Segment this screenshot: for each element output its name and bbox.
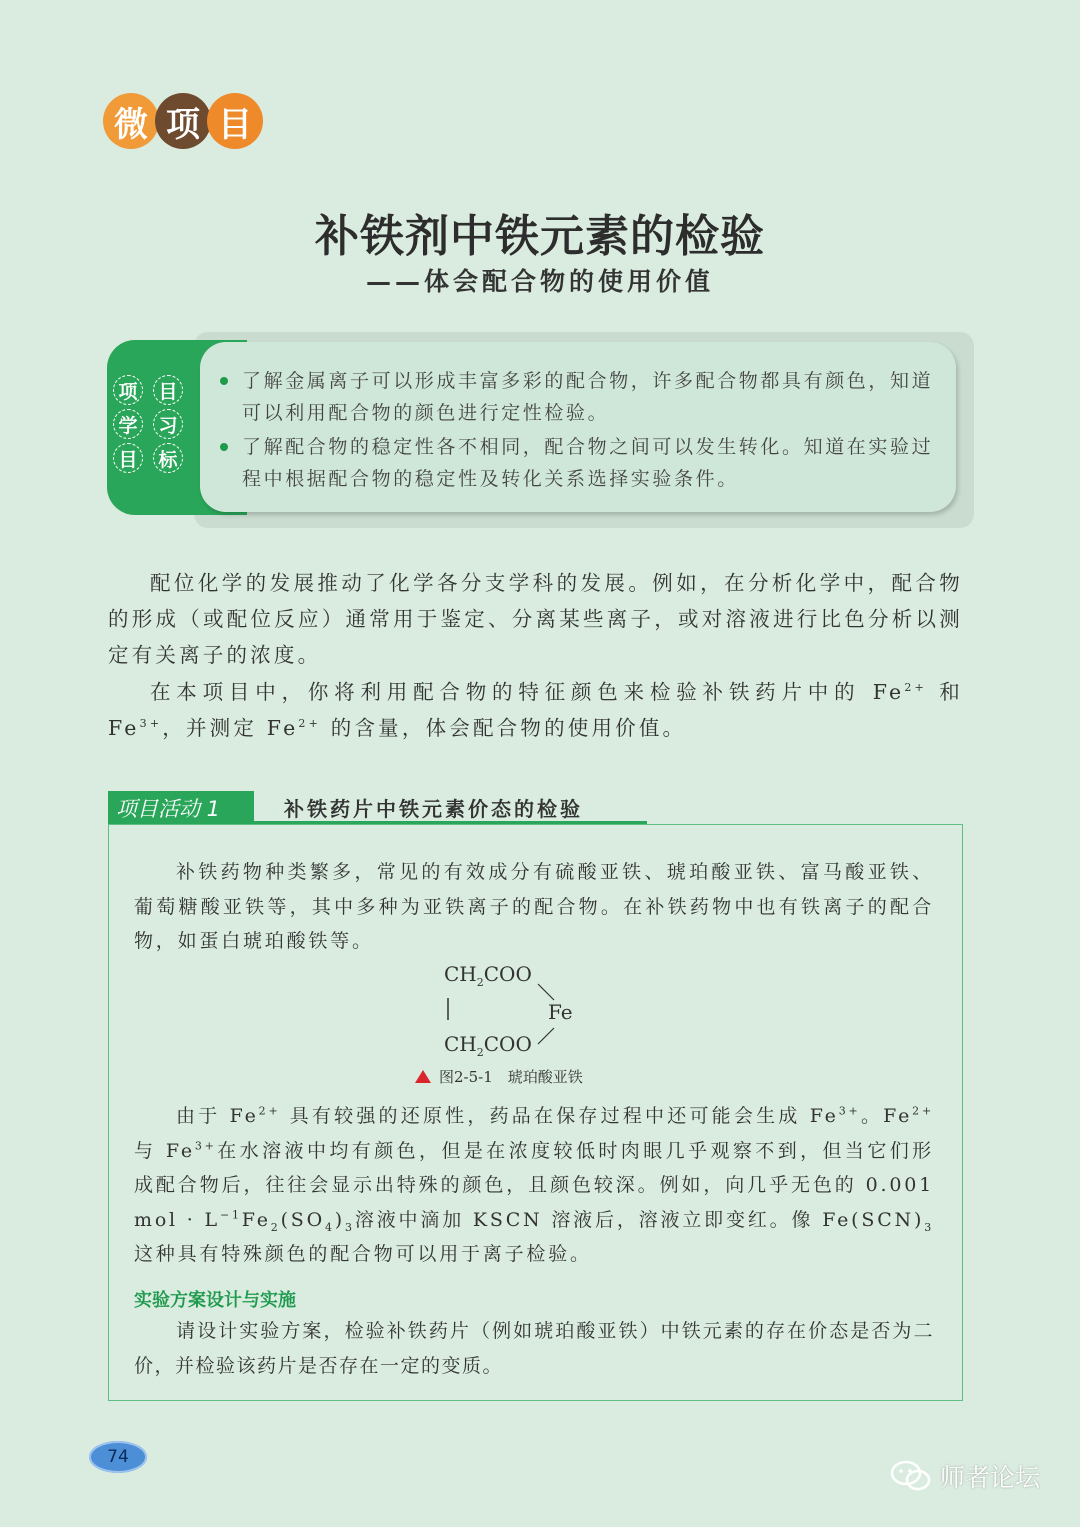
badge-char-1: 微 [103,93,159,149]
goals-label [113,375,193,485]
intro-paragraph-2: 在本项目中，你将利用配合物的特征颜色来检验补铁药片中的 $Fe^{2+}$ 和 $Fe^{3+}$，并测定 $Fe^{2+}$ 的含量，体会配合物的使用价值。 [108,680,963,740]
formula-bonds [440,980,560,1050]
design-heading: 实验方案设计与实施 [134,1290,296,1311]
goal-line: 程中根据配合物的稳定性及转化关系选择实验条件。 [242,468,739,490]
bond-upper [538,984,554,1000]
goals-label-char: 习 [153,409,183,439]
goals-label-char: 目 [153,375,183,405]
goals-label-char: 项 [113,375,143,405]
chat-bubble-icon [890,1459,932,1493]
goal-item-1 [242,365,942,429]
design-text: 请设计实验方案，检验补铁药片（例如琥珀酸亚铁）中铁元素的存在价态是否为二价，并检验该药片是否存在一定的变质。 [134,1320,934,1377]
page-subtitle: ——体会配合物的使用价值 [365,267,714,296]
activity-tab: 项目活动 1 [108,791,254,824]
activity-title: 补铁药片中铁元素价态的检验 [284,797,583,821]
goals-label-char: 目 [113,443,143,473]
goals-label-char: 学 [113,409,143,439]
formula-metal: Fe [548,1000,573,1024]
bullet-icon [220,377,228,385]
goals-label-char: 标 [153,443,183,473]
badge-char-2: 项 [155,93,211,149]
goal-line: 了解金属离子可以形成丰富多彩的配合物，许多配合物都具有颜色，知道 [242,370,934,392]
goal-line: 了解配合物的稳定性各不相同，配合物之间可以发生转化。知道在实验过 [242,436,934,458]
activity-paragraph-2: 由于 $Fe^{2+}$ 具有较强的还原性，药品在保存过程中还可能会生成 $Fe^{3+}$。$Fe^{2+}$ 与 $Fe^{3+}$在水溶液中均有颜色，但是在浓度较低时肉眼几乎观察不到，但当它们形成配合物后，往往会显示出特殊的颜色，且颜色较深。例如，向几乎无色的 0.001 mol · $L^{-1}Fe_2(SO_4)_3$溶液中滴加 KSCN 溶液后，溶液立即变红。像 $Fe(SCN)_3$ 这种具有特殊颜色的配合物可以用于离子检验。 [134,1104,956,1265]
triangle-icon [415,1070,431,1083]
project-badge [103,93,259,149]
goal-item-2 [242,431,942,495]
activity-paragraph-1: 补铁药物种类繁多，常见的有效成分有硫酸亚铁、琥珀酸亚铁、富马酸亚铁、葡萄糖酸亚铁等，其中多种为亚铁离子的配合物。在补铁药物中也有铁离子的配合物，如蛋白琥珀酸铁等。 [134,861,934,952]
formula-top: $CH_2COO$ [444,962,532,989]
bullet-icon [220,443,228,451]
page-title: 补铁剂中铁元素的检验 [315,211,765,262]
page-number: 74 [89,1441,147,1473]
figure-caption: 图2-5-1 琥珀酸亚铁 [415,1066,583,1087]
watermark [890,1458,1040,1494]
intro-paragraph-1: 配位化学的发展推动了化学各分支学科的发展。例如，在分析化学中，配合物的形成（或配位反应）通常用于鉴定、分离某些离子，或对溶液进行比色分析以测定有关离子的浓度。 [108,571,963,667]
watermark-text: 师者论坛 [940,1463,1041,1492]
formula-bottom: $CH_2COO$ [444,1032,532,1059]
badge-char-3: 目 [207,93,263,149]
bond-lower [538,1028,554,1044]
goal-line: 可以利用配合物的颜色进行定性检验。 [242,402,610,424]
